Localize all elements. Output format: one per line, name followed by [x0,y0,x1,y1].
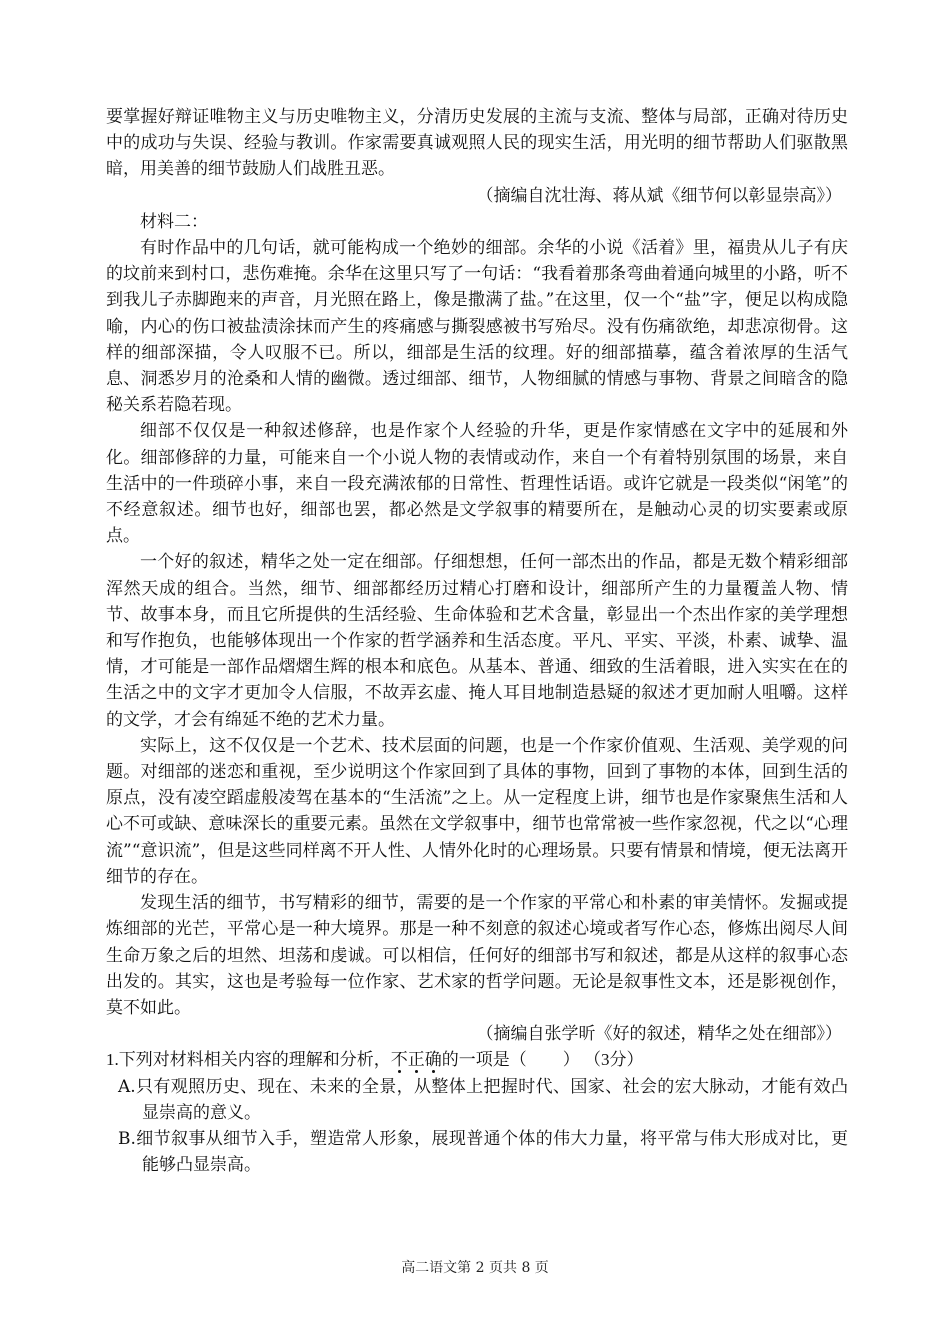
question-1-stem [106,1047,848,1073]
material-2-paragraph-5: 发现生活的细节，书写精彩的细节，需要的是一个作家的平常心和朴素的审美情怀。发掘或提炼细部的光芒，平常心是一种大境界。那是一种不刻意的叙述心境或者写作心态，修炼出阅尽人间生命万象之后的坦然、坦荡和虔诚。可以相信，任何好的细部书写和叙述，都是从这样的叙事心态出发的。其实，这也是考验每一位作家、艺术家的哲学问题。无论是叙事性文本，还是影视创作，莫不如此。 [106,893,848,1018]
question-1-score: （3分） [584,1050,644,1070]
emphasis-char-2: 正 [407,1050,425,1070]
option-a: A.只有观照历史、现在、未来的全景，从整体上把握时代、国家、社会的宏大脉动，才能有效凸显崇高的意义。 [118,1076,848,1123]
option-b: B.细节叙事从细节入手，塑造常人形象，展现普通个体的伟大力量，将平常与伟大形成对比，更能够凸显崇高。 [118,1128,848,1176]
source-citation-1: （摘编自沈壮海、蒋从斌《细节何以彰显崇高》） [476,185,842,206]
material-2-paragraph-2: 细部不仅仅是一种叙述修辞，也是作家个人经验的升华，更是作家情感在文字中的延展和外化。细部修辞的力量，可能来自一个小说人物的表情或动作，来自一个有着特别氛围的场景，来自生活中的一件琐碎小事，来自一段充满浓郁的日常性、哲理性话语。或许它就是一段类似“闲笔”的不经意叙述。细节也好，细部也罢，都必然是文学叙事的精要所在，是触动心灵的切实要素或原点。 [106,421,848,547]
question-1-prefix: 1.下列对材料相关内容的理解和分析， [106,1050,391,1070]
emphasis-char-3: 确 [424,1050,442,1070]
emphasis-char-1: 不 [390,1050,408,1070]
paren-close: ） [562,1050,580,1070]
source-citation-2: （摘编自张学昕《好的叙述，精华之处在细部》） [476,1024,842,1045]
paragraph-continued: 要掌握好辩证唯物主义与历史唯物主义，分清历史发展的主流与支流、整体与局部，正确对待历史中的成功与失误、经验与教训。作家需要真诚观照人民的现实生活，用光明的细节帮助人们驱散黑暗，用美善的细节鼓励人们战胜丑恶。 [106,107,848,180]
material-2-heading: 材料二： [140,211,208,232]
document-body [106,104,848,1178]
question-1-suffix: 的一项是（ [441,1050,527,1070]
material-2-paragraph-4: 实际上，这不仅仅是一个艺术、技术层面的问题，也是一个作家价值观、生活观、美学观的问题。对细部的迷恋和重视，至少说明这个作家回到了具体的事物，回到了事物的本体，回到生活的原点，没有凌空蹈虚般凌驾在基本的“生活流”之上。从一定程度上讲，细节也是作家聚焦生活和人心不可或缺、意味深长的重要元素。虽然在文学叙事中，细节也常常被一些作家忽视，代之以“心理流”“意识流”，但是这些同样离不开人性、人情外化时的心理场景。只要有情景和情境，便无法离开细节的存在。 [106,735,848,887]
material-2-paragraph-1: 有时作品中的几句话，就可能构成一个绝妙的细部。余华的小说《活着》里，福贵从儿子有庆的坟前来到村口，悲伤难掩。余华在这里只写了一句话：“我看着那条弯曲着通向城里的小路，听不到我儿子赤脚跑来的声音，月光照在路上，像是撒满了盐。”在这里，仅一个“盐”字，便足以构成隐喻，内心的伤口被盐渍涂抹而产生的疼痛感与撕裂感被书写殆尽。没有伤痛欲绝，却悲凉彻骨。这样的细部深描，令人叹服不已。所以，细部是生活的纹理。好的细部描摹，蕴含着浓厚的生活气息、洞悉岁月的沧桑和人情的幽微。透过细部、细节，人物细腻的情感与事物、背景之间暗含的隐秘关系若隐若现。 [106,238,848,416]
material-2-paragraph-3: 一个好的叙述，精华之处一定在细部。仔细想想，任何一部杰出的作品，都是无数个精彩细部浑然天成的组合。当然，细节、细部都经历过精心打磨和设计，细部所产生的力量覆盖人物、情节、故事本身，而且它所提供的生活经验、生命体验和艺术含量，彰显出一个杰出作家的美学理想和写作抱负，也能够体现出一个作家的哲学涵养和生活态度。平凡、平实、平淡，朴素、诚挚、温情，才可能是一部作品熠熠生辉的根本和底色。从基本、普通、细致的生活着眼，进入实实在在的生活之中的文字才更加令人信服，不故弄玄虚、掩人耳目地制造悬疑的叙述才更加耐人咀嚼。这样的文学，才会有绵延不绝的艺术力量。 [106,552,848,730]
page-footer: 高二语文第 2 页共 8 页 [401,1260,549,1276]
